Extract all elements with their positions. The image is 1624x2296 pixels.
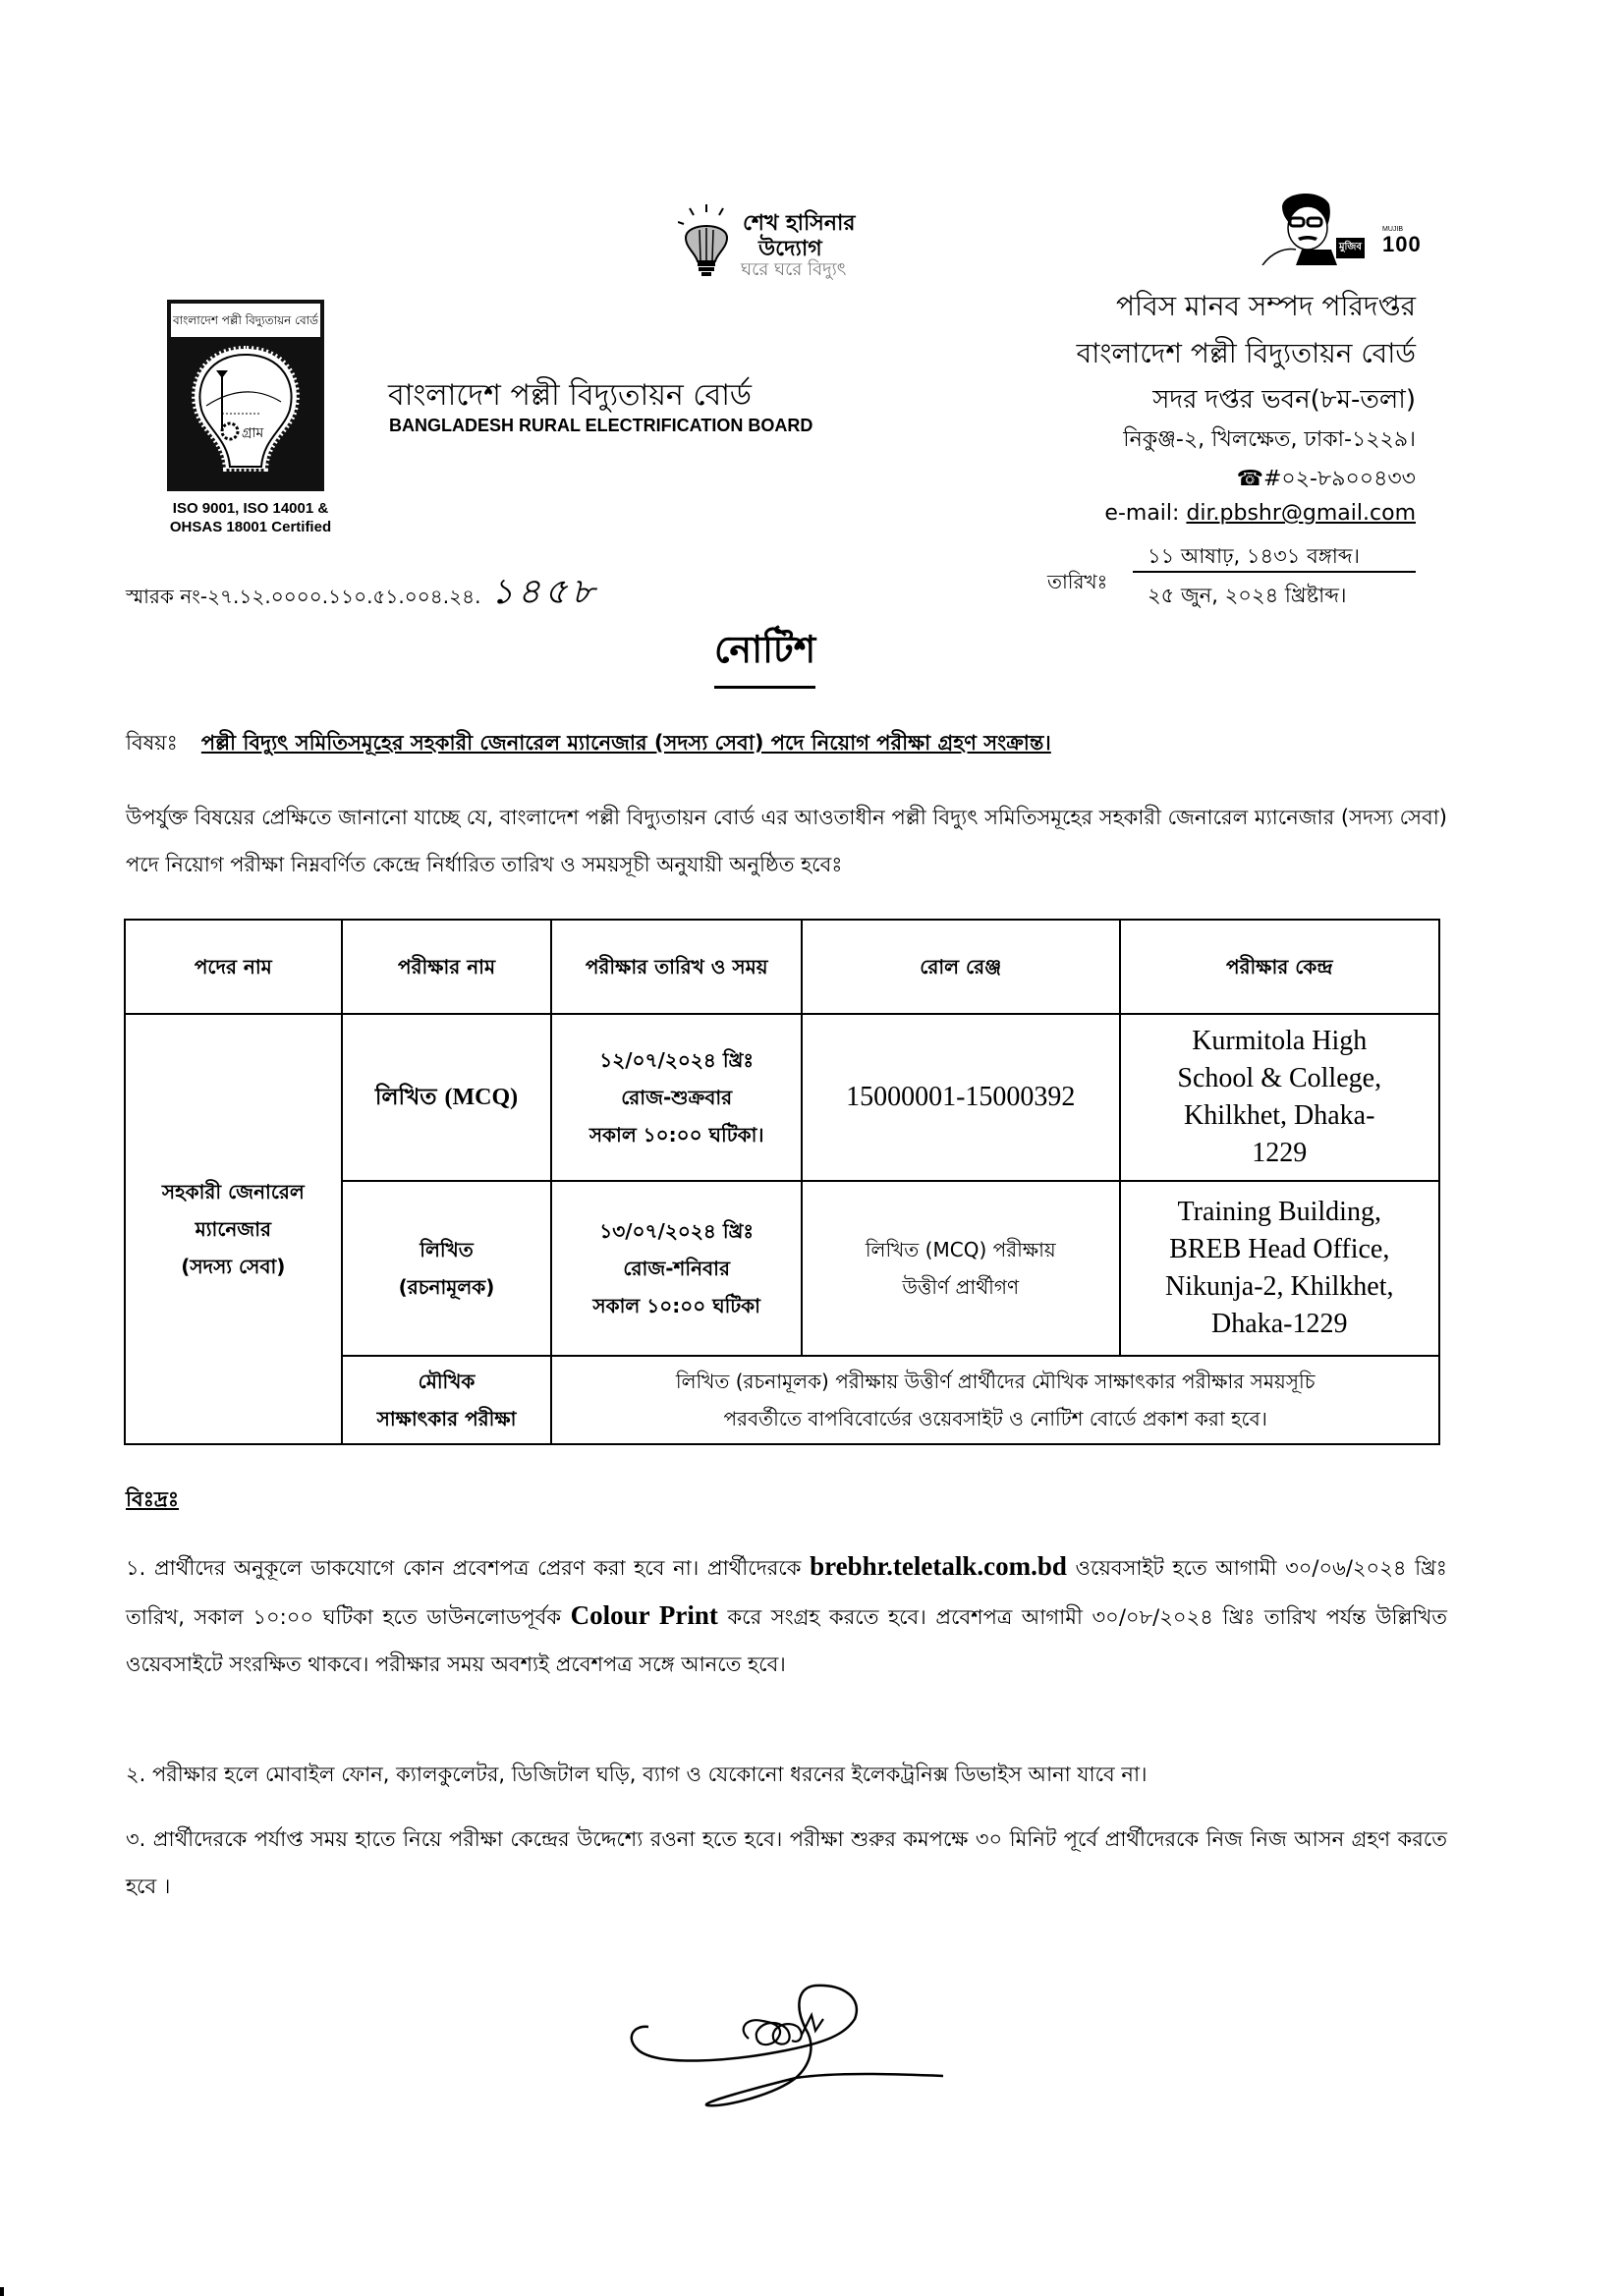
header-date-time: পরীক্ষার তারিখ ও সময় — [551, 920, 802, 1014]
header-exam-name: পরীক্ষার নাম — [342, 920, 552, 1014]
center-line: BREB Head Office, — [1169, 1234, 1390, 1264]
certification-text — [147, 499, 354, 536]
table-row — [125, 1014, 1439, 1181]
breb-logo — [167, 300, 324, 491]
notice-title: নোটিশ — [714, 621, 815, 689]
note-item — [126, 1542, 1447, 1688]
scan-mark — [0, 2287, 4, 2296]
remark-line: লিখিত (রচনামূলক) পরীক্ষায় উত্তীর্ণ প্রার্থীদের মৌখিক সাক্ষাৎকার পরীক্ষার সময়সূচি — [675, 1370, 1316, 1393]
address-block — [1077, 285, 1416, 536]
mujib-100-logo — [1253, 187, 1422, 265]
exam-date: ১৩/০৭/২০২৪ খ্রিঃ — [599, 1219, 755, 1243]
notes-label: বিঃদ্রঃ — [126, 1487, 180, 1511]
post-name-line: ম্যানেজার — [195, 1217, 271, 1241]
exam-center-cell — [1120, 1181, 1440, 1356]
post-name-cell — [125, 1014, 342, 1444]
header-post-name: পদের নাম — [125, 920, 342, 1014]
center-line: Khilkhet, Dhaka- — [1184, 1100, 1375, 1131]
exam-name-bn: লিখিত — [374, 1085, 437, 1110]
exam-day: রোজ-শুক্রবার — [621, 1086, 733, 1109]
post-name-line: (সদস্য সেবা) — [181, 1255, 286, 1278]
mujib-sub: MUJIB — [1382, 226, 1403, 233]
remark-line: পরবর্তীতে বাপবিবোর্ডের ওয়েবসাইট ও নোটিশ বোর্ডে প্রকাশ করা হবে। — [723, 1407, 1267, 1430]
note-item: ২. পরীক্ষার হলে মোবাইল ফোন, ক্যালকুলেটর, ডিজিটাল ঘড়ি, ব্যাগ ও যেকোনো ধরনের ইলেকট্রনিক্স ডিভাইস আনা যাবে না। — [126, 1763, 1148, 1786]
exam-name-line: লিখিত — [420, 1238, 474, 1261]
colour-print-text: Colour Print — [570, 1600, 718, 1630]
email-label: e-mail: — [1104, 501, 1187, 526]
exam-name-line: মৌখিক — [418, 1370, 476, 1393]
light-bulb-emblem-icon — [177, 341, 314, 488]
initiative-line-2: উদ্যোগ — [758, 237, 822, 261]
initiative-line-3: ঘরে ঘরে বিদ্যুৎ — [741, 259, 847, 280]
center-line: Training Building, — [1177, 1197, 1381, 1227]
date-time-cell — [551, 1014, 802, 1181]
note-text: করে সংগ্রহ করতে হবে। প্রবেশপত্র আগামী ৩০/০৮/২০২৪ খ্রিঃ তারিখ পর্যন্ত উল্লিখিত ওয়েবসাইটে সংরক্ষিত থাকবে। পরীক্ষার সময় অবশ্যই প্রবেশপত্র সঙ্গে আনতে হবে। — [126, 1605, 1447, 1676]
phone-number: ☎#০২-৮৯০০৪৩৩ — [1236, 467, 1416, 491]
light-bulb-icon — [678, 204, 735, 277]
header-exam-center: পরীক্ষার কেন্দ্র — [1120, 920, 1440, 1014]
center-line: Dhaka-1229 — [1211, 1309, 1348, 1339]
center-line: Nikunja-2, Khilkhet, — [1164, 1271, 1394, 1302]
admit-card-website[interactable]: brebhr.teletalk.com.bd — [810, 1551, 1067, 1581]
note-text: ১. প্রার্থীদের অনুকূলে ডাকযোগে কোন প্রবেশপত্র প্রেরণ করা হবে না। প্রার্থীদেরকে — [126, 1556, 811, 1580]
memo-handwritten-number: ১৪৫৮ — [490, 572, 598, 612]
exam-date: ১২/০৭/২০২৪ খ্রিঃ — [599, 1048, 755, 1072]
initiative-logo — [664, 187, 910, 280]
exam-time: সকাল ১০:০০ ঘটিকা — [592, 1294, 760, 1317]
exam-time: সকাল ১০:০০ ঘটিকা। — [588, 1123, 764, 1147]
memo-number — [126, 565, 598, 624]
exam-name-cell — [342, 1014, 552, 1181]
certification-line-2: OHSAS 18001 Certified — [169, 519, 332, 535]
table-header-row — [125, 920, 1439, 1014]
subject-label: বিষয়ঃ — [126, 731, 178, 755]
roll-range-cell: 15000001-15000392 — [802, 1014, 1119, 1181]
exam-name-cell — [342, 1356, 552, 1444]
note-item: ৩. প্রার্থীদেরকে পর্যাপ্ত সময় হাতে নিয়ে পরীক্ষা কেন্দ্রের উদ্দেশ্যে রওনা হতে হবে। পরীক্ষা শুরুর কমপক্ষে ৩০ মিনিট পূর্বে প্রার্থীদেরকে নিজ নিজ আসন গ্রহণ করতে হবে । — [126, 1827, 1447, 1898]
exam-name-line: (রচনামূলক) — [398, 1275, 495, 1299]
roll-range-line: উত্তীর্ণ প্রার্থীগণ — [902, 1275, 1020, 1299]
email-line — [1077, 501, 1416, 536]
exam-name-en: (MCQ) — [444, 1085, 519, 1110]
mujib-number: 100 — [1382, 232, 1422, 256]
exam-center-cell — [1120, 1014, 1440, 1181]
breb-logo-banner: বাংলাদেশ পল্লী বিদ্যুতায়ন বোর্ড — [171, 304, 320, 337]
roll-range-cell — [802, 1181, 1119, 1356]
mujib-tag: মুজিব — [1336, 238, 1365, 258]
roll-range-line: লিখিত (MCQ) পরীক্ষায় — [865, 1238, 1056, 1261]
signature — [619, 1980, 943, 2117]
email-link[interactable]: dir.pbshr@gmail.com — [1186, 501, 1416, 526]
subject-text: পল্লী বিদ্যুৎ সমিতিসমূহের সহকারী জেনারেল ম্যানেজার (সদস্য সেবা) পদে নিয়োগ পরীক্ষা গ্রহণ সংক্রান্ত। — [200, 731, 1051, 755]
viva-remark-cell — [551, 1356, 1439, 1444]
exam-schedule-table — [124, 919, 1440, 1445]
center-line: 1229 — [1252, 1138, 1308, 1168]
memo-label: স্মারক নং-২৭.১২.০০০০.১১০.৫১.০০৪.২৪. — [126, 585, 481, 608]
date-time-cell — [551, 1181, 802, 1356]
org-name-en: BANGLADESH RURAL ELECTRIFICATION BOARD — [389, 416, 813, 435]
certification-line-1: ISO 9001, ISO 14001 & — [172, 500, 329, 517]
post-name-line: সহকারী জেনারেল — [161, 1180, 305, 1204]
date-label: তারিখঃ — [1047, 570, 1108, 593]
department-name: পবিস মানব সম্পদ পরিদপ্তর — [1116, 290, 1416, 322]
subject-line — [126, 727, 1051, 761]
date-gregorian: ২৫ জুন, ২০২৪ খ্রিষ্টাব্দ। — [1148, 584, 1347, 607]
svg-text:গ্রাম: গ্রাম — [242, 425, 264, 441]
intro-paragraph: উপর্যুক্ত বিষয়ের প্রেক্ষিতে জানানো যাচ্ছে যে, বাংলাদেশ পল্লী বিদ্যুতায়ন বোর্ড এর আওতাধীন পল্লী বিদ্যুৎ সমিতিসমূহের সহকারী জেনারেল ম্যানেজার (সদস্য সেবা) পদে নিয়োগ পরীক্ষা নিম্নবর্ণিত কেন্দ্রে নির্ধারিত তারিখ ও সময়সূচী অনুযায়ী অনুষ্ঠিত হবেঃ — [126, 806, 1447, 876]
date-bangla: ১১ আষাঢ়, ১৪৩১ বঙ্গাব্দ। — [1148, 544, 1361, 568]
date-divider — [1133, 571, 1416, 573]
note-text: ওয়েবসাইট হতে আগামী ৩০/০৬/২০২৪ খ্রিঃ তারিখ, সকাল ১০:০০ ঘটিকা হতে ডাউনলোডপূর্বক — [126, 1556, 1447, 1629]
exam-day: রোজ-শনিবার — [623, 1257, 730, 1280]
header-roll-range: রোল রেঞ্জ — [802, 920, 1119, 1014]
address-location: নিকুঞ্জ-২, খিলক্ষেত, ঢাকা-১২২৯। — [1123, 427, 1416, 452]
address-org: বাংলাদেশ পল্লী বিদ্যুতায়ন বোর্ড — [1076, 337, 1416, 369]
address-building: সদর দপ্তর ভবন(৮ম-তলা) — [1152, 385, 1416, 415]
initiative-line-1: শেখ হাসিনার — [743, 211, 856, 236]
exam-name-cell — [342, 1181, 552, 1356]
center-line: Kurmitola High — [1192, 1026, 1368, 1056]
org-name-bn: বাংলাদেশ পল্লী বিদ্যুতায়ন বোর্ড — [388, 378, 752, 413]
center-line: School & College, — [1177, 1063, 1382, 1093]
exam-name-line: সাক্ষাৎকার পরীক্ষা — [376, 1407, 517, 1430]
